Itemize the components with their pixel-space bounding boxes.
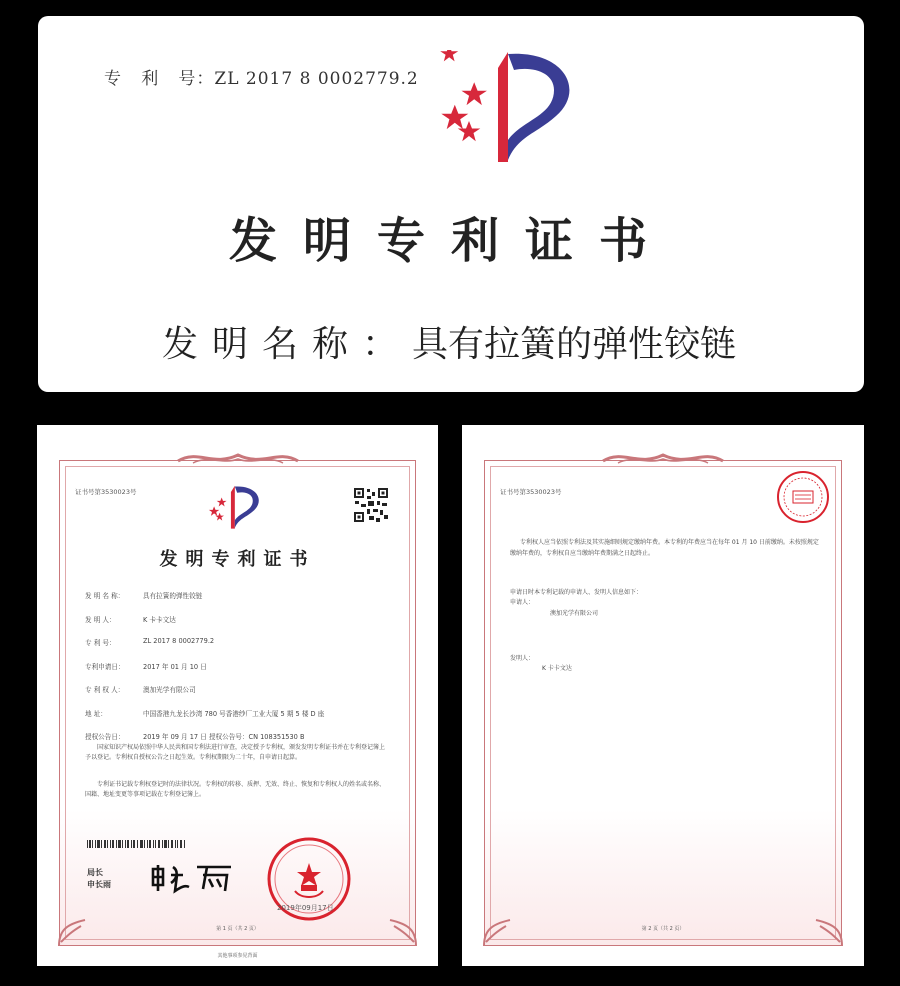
field-value: 中国香港九龙长沙湾 780 号香港纱厂工业大厦 5 期 5 楼 D 座 (143, 709, 325, 718)
field-value: 具有拉簧的弹性铰链 (143, 592, 203, 600)
cnipa-logo-icon (436, 50, 586, 168)
field-value: K 卡卡文达 (143, 615, 176, 624)
page-number: 第 2 页（共 2 页） (641, 926, 685, 932)
invention-title-line (162, 316, 736, 367)
field-label: 专利申请日： (85, 662, 125, 671)
page-number: 第 1 页（共 2 页） (216, 926, 259, 932)
field-label: 地 址： (85, 709, 107, 718)
certificate-page-1 (37, 425, 438, 966)
registration-seal-icon (775, 469, 831, 525)
patent-number: 专 利 号：ZL 2017 8 0002779.2 (104, 69, 419, 89)
field-label: 发 明 人： (85, 615, 116, 624)
certificate-number: 证书号第3530023号 (500, 488, 562, 496)
annual-fee-paragraph: 专利权人应当依照专利法及其实施细则规定缴纳年费。本专利的年费应当在每年 01 月 10 日前缴纳。未按照规定缴纳年费的，专利权自应当缴纳年费期满之日起终止。 (510, 539, 819, 557)
certificate-paragraph: 国家知识产权局依照中华人民共和国专利法进行审查，决定授予专利权，颁发发明专利证书并在专利登记簿上予以登记。专利权自授权公告之日起生效。专利权期限为二十年，自申请日起算。 (85, 744, 386, 761)
corner-ornament-icon (388, 918, 418, 948)
applicant-label: 申请人： (510, 599, 535, 606)
corner-ornament-icon (814, 918, 844, 948)
applicant-heading: 申请日时本专利记载的申请人、发明人信息如下： (510, 589, 643, 596)
barcode-icon (87, 840, 187, 848)
certificate-fields (85, 590, 395, 755)
field-value: ZL 2017 8 0002779.2 (143, 637, 215, 645)
field-label: 发 明 名 称： (85, 592, 125, 600)
corner-ornament-icon (482, 918, 512, 948)
field-row (85, 614, 395, 638)
ornament-icon (598, 449, 728, 467)
field-label: 专 利 号： (85, 639, 116, 647)
certificate-frame (484, 460, 842, 946)
director-block (87, 867, 111, 891)
footer-note: 其他事项参见背面 (217, 953, 258, 959)
field-row (85, 590, 395, 614)
certificate-heading: 发明专利证书 (159, 549, 316, 570)
cnipa-logo-icon (205, 485, 267, 531)
field-row (85, 661, 395, 685)
field-row (85, 637, 395, 661)
invention-label: 发明名称： (162, 324, 413, 365)
ornament-icon (173, 449, 303, 467)
patent-banner (38, 16, 864, 392)
certificate-page-2 (462, 425, 864, 966)
qr-code-icon (353, 487, 389, 523)
certificate-paragraph: 专利证书记载专利权登记时的法律状况。专利权的转移、质押、无效、终止、恢复和专利权人的姓名或名称、国籍、地址变更等事项记载在专利登记簿上。 (85, 781, 386, 798)
field-label: 授权公告日： (85, 733, 125, 741)
field-label: 专 利 权 人： (85, 686, 125, 694)
certificate-number: 证书号第3530023号 (75, 488, 137, 496)
field-value: 2019 年 09 月 17 日 授权公告号：CN 108351530 B (143, 733, 305, 741)
director-name: 申长雨 (87, 880, 111, 889)
applicant-value: 澳加光学有限公司 (550, 610, 599, 617)
field-row (85, 684, 395, 708)
director-title: 局长 (87, 868, 103, 877)
field-row (85, 708, 395, 732)
seal-date: 2019年09月17日 (277, 904, 334, 912)
corner-ornament-icon (57, 918, 87, 948)
certificate-title: 发明专利证书 (228, 213, 673, 269)
inventor-label: 发明人： (510, 655, 535, 662)
field-value: 澳加光学有限公司 (143, 686, 196, 694)
inventor-value: K 卡卡文达 (542, 665, 572, 672)
signature-icon (147, 857, 237, 897)
field-value: 2017 年 01 月 10 日 (143, 662, 207, 671)
invention-name: 具有拉簧的弹性铰链 (412, 324, 737, 365)
